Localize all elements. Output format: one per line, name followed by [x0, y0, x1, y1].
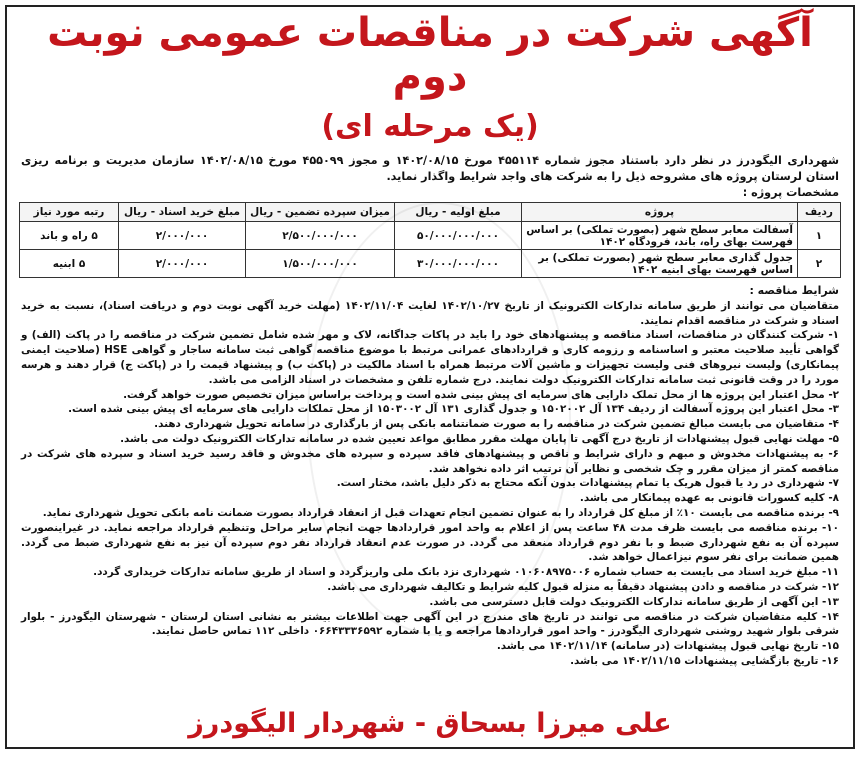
cell-project: آسفالت معابر سطح شهر (بصورت تملکی) بر اساس فهرست بهای راه، باند، فرودگاه ۱۴۰۲ — [522, 222, 798, 250]
condition-item: ۴- متقاضیان می بایست مبالغ تضمین شرکت در مناقصه را به صورت ضمانتنامه بانکی پس از بارگذاری در سامانه تحویل شهرداری دهند. — [154, 418, 839, 431]
condition-item: ۶- به پیشنهادات مخدوش و مبهم و دارای شرایط و ناقص و پیشنهادهای فاقد سپرده و سپرده های مخدوش و فاقد رسید خرید اسناد و سپرده های شرکت در مناقصه کمتر از میزان مقرر و چک شخصی و نظایر آن ترتیب اثر داده نخواهد شد. — [21, 447, 839, 475]
col-header-required-grade: رتبه مورد نیاز — [20, 203, 119, 222]
tender-notice — [5, 5, 855, 749]
col-header-initial-amount: مبلغ اولیه - ریال — [395, 203, 522, 222]
condition-item: ۸- کلیه کسورات قانونی به عهده پیمانکار می باشد. — [579, 492, 839, 505]
condition-item: ۱- شرکت کنندگان در مناقصات، اسناد مناقصه و پیشنهادهای خود را باید در پاکات جداگانه، لاک و مهر شده شامل تضمین شرکت در مناقصه را در پاکت (الف) و گواهی تأیید صلاحیت معتبر و اساسنامه و رزومه کاری و قراردادهای عمرانی مرتبط با موضوع مناقصه گواهی ثبت سامانه ساجار و گواهی HSE (صلاحیت ایمنی پیمانکاری) ولیست نیروهای فنی ولیست تجهیزات و ماشین آلات مرتبط همراه با اسناد مالکیت در (پاکت ب) و پیشنهاد قیمت را در (پاکت ج) قرار دهند و هرسه مورد را در وقت قانونی ثبت سامانه تدارکات الکترونیک دولت نمایند. درج شماره تلفن و مشخصات در اسناد الزامی می باشد. — [21, 329, 839, 386]
project-specs-label: مشخصات پروژه : — [742, 186, 839, 199]
cell-guarantee-deposit: ۱/۵۰۰/۰۰۰/۰۰۰ — [246, 250, 395, 278]
condition-item: ۹- برنده مناقصه می بایست ۱۰٪ از مبلغ کل قرارداد را به عنوان تضمین انجام تعهدات قبل از انعقاد قرارداد بصورت ضمانت نامه بانکی تحویل شهرداری نماید. — [42, 506, 839, 519]
notice-subtitle: (یک مرحله ای) — [321, 109, 539, 144]
condition-item: ۱۴- کلیه متقاضیان شرکت در مناقصه می توانند در تاریخ های مندرج در این آگهی جهت اطلاعات بیشتر به نشانی استان لرستان - شهرستان الیگودرز - بلوار شرقی بلوار شهید روشنی شهرداری الیگودرز - واحد امور قراردادها مراجعه و یا با شماره ۰۶۶۴۳۳۳۶۵۹۲ داخلی ۱۱۲ تماس حاصل نمایند. — [21, 610, 839, 638]
condition-item: ۵- مهلت نهایی قبول پیشنهادات از تاریخ درج آگهی تا پایان مهلت مقرر مطابق مواعد تعیین شده در سامانه تدارکات الکترونیک دولت می باشد. — [120, 432, 839, 445]
cell-initial-amount: ۳۰/۰۰۰/۰۰۰/۰۰۰ — [395, 250, 522, 278]
condition-item: ۱۳- این آگهی از طریق سامانه تدارکات الکترونیک دولت قابل دسترسی می باشد. — [429, 595, 839, 608]
col-header-document-price: مبلغ خرید اسناد - ریال — [119, 203, 246, 222]
cell-row-number: ۱ — [798, 222, 841, 250]
condition-item: متقاضیان می توانند از طریق سامانه تدارکات الکترونیک از تاریخ ۱۴۰۲/۱۰/۲۷ لغایت ۱۴۰۲/۱۱/۰۴ (مهلت خرید آگهی نوبت دوم و دریافت اسناد)، نسبت به خرید اسناد و شرکت در مناقصه اقدام نمایند. — [21, 299, 840, 327]
cell-required-grade: ۵ راه و باند — [20, 222, 119, 250]
watermark-seal — [307, 202, 571, 636]
condition-item: ۲- محل اعتبار این پروژه ها از محل تملک دارایی های سرمایه ای پیش بینی شده است و پرداخت براساس میزان تخصیص صورت خواهد گرفت. — [123, 388, 839, 401]
notice-title: آگهی شرکت در مناقصات عمومی نوبت دوم — [47, 10, 813, 100]
col-header-guarantee-deposit: میزان سپرده تضمین - ریال — [246, 203, 395, 222]
condition-item: ۱۶- تاریخ بازگشایی پیشنهادات ۱۴۰۲/۱۱/۱۵ می باشد. — [570, 654, 839, 667]
cell-document-price: ۲/۰۰۰/۰۰۰ — [119, 222, 246, 250]
condition-item: ۳- محل اعتبار این پروژه آسفالت از ردیف ۱۳۴ آل ۱۵۰۲۰۰۲ و جدول گذاری ۱۳۱ آل ۱۵۰۳۰۰۲ از محل تملکات دارایی های سرمایه ای پیش بینی شده است. — [68, 403, 839, 416]
cell-document-price: ۲/۰۰۰/۰۰۰ — [119, 250, 246, 278]
cell-row-number: ۲ — [798, 250, 841, 278]
conditions-heading: شرایط مناقصه : — [749, 284, 839, 297]
cell-required-grade: ۵ ابنیه — [20, 250, 119, 278]
condition-item: ۱۲- شرکت در مناقصه و دادن پیشنهاد دقیقاً به منزله قبول کلیه شرایط و تکالیف شهرداری می باشد. — [327, 580, 839, 593]
cell-initial-amount: ۵۰/۰۰۰/۰۰۰/۰۰۰ — [395, 222, 522, 250]
col-header-row-number: ردیف — [798, 203, 841, 222]
intro-paragraph: شهرداری الیگودرز در نظر دارد باستناد مجوز شماره ۴۵۵۱۱۴ مورخ ۱۴۰۲/۰۸/۱۵ و مجوز ۴۵۵۰۹۹ مورخ ۱۴۰۲/۰۸/۱۵ سازمان مدیریت و برنامه ریزی استان لرستان پروژه های مشروحه ذیل را به شرکت های واجد شرایط واگذار نماید. — [21, 154, 839, 183]
cell-guarantee-deposit: ۲/۵۰۰/۰۰۰/۰۰۰ — [246, 222, 395, 250]
mayor-signature: علی میرزا بسحاق - شهردار الیگودرز — [188, 708, 672, 739]
col-header-project: پروژه — [522, 203, 798, 222]
condition-item: ۷- شهرداری در رد یا قبول هریک یا تمام پیشنهادات بدون آنکه محتاج به ذکر دلیل باشد، مختار است. — [336, 477, 839, 490]
condition-item: ۱۵- تاریخ نهایی قبول پیشنهادات (در سامانه) ۱۴۰۲/۱۱/۱۴ می باشد. — [496, 640, 839, 653]
condition-item: ۱۱- مبلغ خرید اسناد می بایست به حساب شماره ۰۱۰۶۰۸۹۷۵۰۰۶ شهرداری نزد بانک ملی واریزگردد و اسناد از طریق سامانه تدارکات خریداری گردد. — [93, 566, 839, 579]
condition-item: ۱۰- برنده مناقصه می بایست ظرف مدت ۴۸ ساعت پس از اعلام به واحد امور قراردادها جهت انجام سایر مراحل وتنظیم قرارداد مراجعه نماید. در غیراینصورت سپرده آن به نفع شهرداری ضبط و با نفر دوم قرارداد منعقد می گردد. در صورت عدم انعقاد قرارداد نفر دوم سپرده آن نیز به نفع شهرداری ضبط می گردد. همین ضمانت برای نفر سوم نیزاعمال خواهد شد. — [21, 521, 839, 564]
cell-project: جدول گذاری معابر سطح شهر (بصورت تملکی) بر اساس فهرست بهای ابنیه ۱۴۰۲ — [522, 250, 798, 278]
